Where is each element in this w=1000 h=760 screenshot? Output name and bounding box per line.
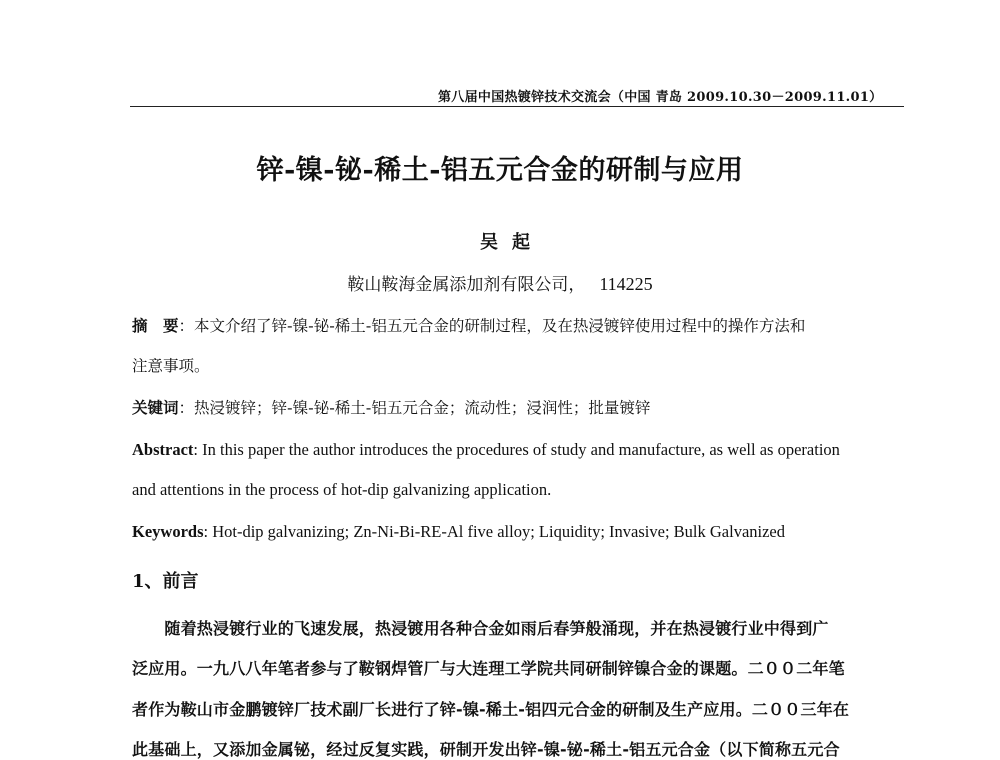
- body-line-3: 者作为鞍山市金鹏镀锌厂技术副厂长进行了锌-镍-稀土-铝四元合金的研制及生产应用。二００三年在: [132, 700, 850, 719]
- abstract-en-line-1: [132, 440, 840, 460]
- abstract-cn-line-1: [132, 314, 805, 336]
- header-rule: [130, 106, 904, 107]
- keywords-cn: [132, 396, 650, 418]
- conference-header: 第八届中国热镀锌技术交流会（中国 青岛 2009.10.30－2009.11.01）: [438, 90, 883, 105]
- keywords-en-label: Keywords: [132, 522, 204, 541]
- body-line-2: 泛应用。一九八八年笔者参与了鞍钢焊管厂与大连理工学院共同研制锌镍合金的课题。二００二年笔: [132, 659, 845, 678]
- body-line-4: 此基础上，又添加金属铋，经过反复实践，研制开发出锌-镍-铋-稀土-铝五元合金（以下简称五元合: [132, 740, 840, 759]
- paper-title: 锌-镍-铋-稀土-铝五元合金的研制与应用: [256, 155, 744, 186]
- keywords-cn-label: 关键词: [132, 399, 179, 417]
- abstract-en-text-1: : In this paper the author introduces the procedures of study and manufacture, as well as operation: [193, 440, 840, 459]
- abstract-cn-label: 摘 要: [132, 317, 179, 335]
- keywords-en: [132, 522, 785, 542]
- abstract-en-label: Abstract: [132, 440, 194, 459]
- affiliation-zip: 114225: [599, 274, 653, 294]
- affiliation: [0, 270, 1000, 295]
- affiliation-org: 鞍山鞍海金属添加剂有限公司，: [347, 275, 586, 295]
- abstract-cn-line-2: 注意事项。: [132, 357, 210, 375]
- keywords-en-text: : Hot-dip galvanizing; Zn-Ni-Bi-RE-Al five alloy; Liquidity; Invasive; Bulk Galvanized: [203, 522, 786, 541]
- section-heading: 1、前言: [132, 571, 199, 592]
- abstract-cn-text-1: ：本文介绍了锌-镍-铋-稀土-铝五元合金的研制过程，及在热浸镀锌使用过程中的操作方法和: [178, 317, 806, 335]
- body-line-1: 随着热浸镀行业的飞速发展，热浸镀用各种合金如雨后春笋般涌现，并在热浸镀行业中得到广: [132, 619, 829, 638]
- abstract-en-line-2: and attentions in the process of hot-dip galvanizing application.: [132, 480, 552, 499]
- keywords-cn-text: ：热浸镀锌；锌-镍-铋-稀土-铝五元合金；流动性；浸润性；批量镀锌: [178, 399, 651, 417]
- author-name: 吴起: [480, 232, 544, 253]
